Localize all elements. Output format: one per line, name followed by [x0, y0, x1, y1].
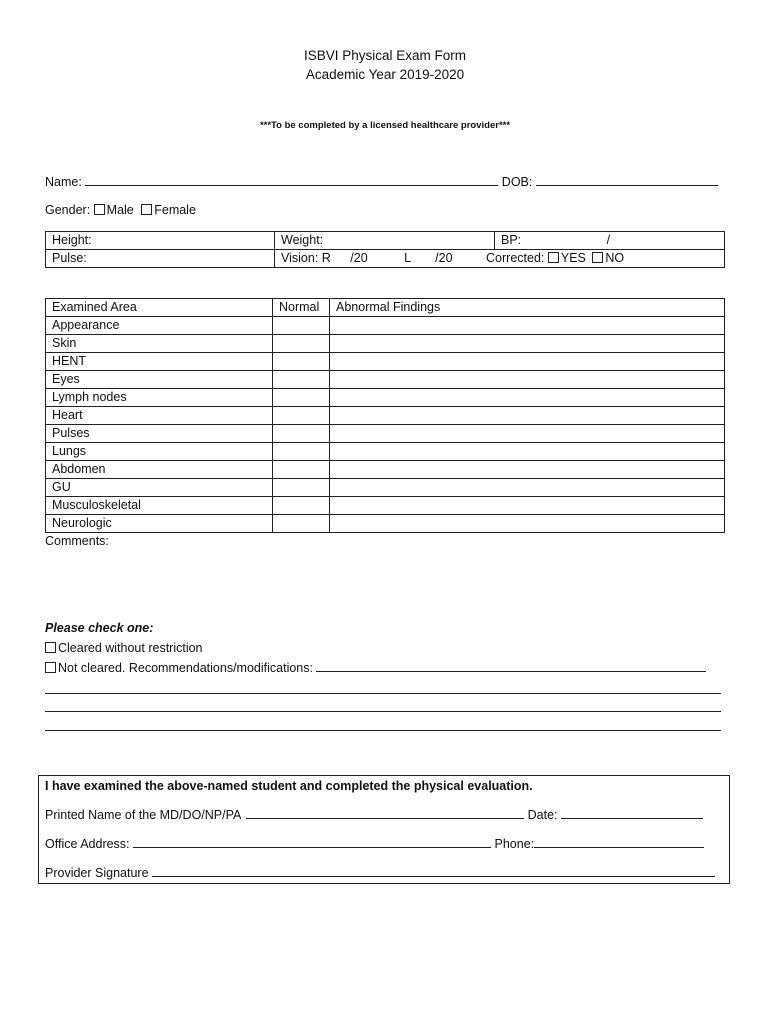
examined-area-cell: Heart: [46, 407, 273, 425]
corrected-no-label: NO: [605, 251, 625, 265]
male-label: Male: [106, 203, 134, 217]
attestation-box: [38, 775, 730, 884]
female-checkbox[interactable]: [141, 204, 152, 215]
header-normal: Normal: [273, 299, 330, 317]
form-title: ISBVI Physical Exam Form: [303, 48, 467, 63]
dob-label: DOB:: [501, 175, 533, 189]
signature-label: Provider Signature: [45, 866, 149, 880]
signature-row: [45, 865, 715, 880]
normal-cell[interactable]: [273, 425, 330, 443]
examined-area-cell: Abdomen: [46, 461, 273, 479]
examined-area-cell: Appearance: [46, 317, 273, 335]
not-cleared-option[interactable]: [45, 660, 706, 675]
name-field[interactable]: [85, 174, 498, 186]
corrected-no-checkbox[interactable]: [592, 252, 603, 263]
header-abnormal-findings: Abnormal Findings: [330, 299, 725, 317]
office-address-label: Office Address:: [45, 837, 130, 851]
examined-area-cell: Pulses: [46, 425, 273, 443]
vision-r-denominator: /20: [350, 251, 368, 265]
normal-cell[interactable]: [273, 461, 330, 479]
not-cleared-checkbox[interactable]: [45, 662, 56, 673]
table-row: [46, 425, 725, 443]
weight-label: Weight:: [281, 233, 324, 247]
not-cleared-label: Not cleared. Recommendations/modifications:: [58, 661, 313, 675]
dob-field[interactable]: [536, 174, 718, 186]
female-label: Female: [154, 203, 196, 217]
academic-year: Academic Year 2019-2020: [305, 67, 465, 82]
printed-name-label: Printed Name of the MD/DO/NP/PA: [45, 808, 241, 822]
table-row: [46, 461, 725, 479]
table-row: [46, 317, 725, 335]
vision-r-label: Vision: R: [281, 251, 331, 265]
abnormal-findings-cell[interactable]: [330, 407, 725, 425]
abnormal-findings-cell[interactable]: [330, 479, 725, 497]
recommendations-line[interactable]: [45, 693, 721, 694]
abnormal-findings-cell[interactable]: [330, 515, 725, 533]
examined-area-cell: Musculoskeletal: [46, 497, 273, 515]
bp-slash: /: [606, 233, 611, 247]
normal-cell[interactable]: [273, 515, 330, 533]
phone-label: Phone:: [494, 837, 535, 851]
vitals-table: [45, 231, 725, 268]
exam-header-row: [46, 299, 725, 317]
normal-cell[interactable]: [273, 371, 330, 389]
office-address-field[interactable]: [133, 836, 491, 848]
table-row: [46, 353, 725, 371]
pulse-cell[interactable]: [46, 250, 275, 268]
recommendations-line[interactable]: [45, 730, 721, 731]
recommendations-line[interactable]: [45, 711, 721, 712]
header-examined-area: Examined Area: [46, 299, 273, 317]
corrected-yes-label: YES: [560, 251, 586, 265]
examined-area-cell: Neurologic: [46, 515, 273, 533]
table-row: [46, 389, 725, 407]
examined-area-cell: HENT: [46, 353, 273, 371]
phone-field[interactable]: [534, 836, 704, 848]
recommendations-field[interactable]: [316, 660, 706, 672]
normal-cell[interactable]: [273, 389, 330, 407]
table-row: [46, 371, 725, 389]
weight-cell[interactable]: [275, 232, 495, 250]
abnormal-findings-cell[interactable]: [330, 443, 725, 461]
exam-table: [45, 298, 725, 533]
height-cell[interactable]: [46, 232, 275, 250]
examined-area-cell: GU: [46, 479, 273, 497]
vision-cell[interactable]: [275, 250, 725, 268]
table-row: [46, 407, 725, 425]
examined-area-cell: Lungs: [46, 443, 273, 461]
cleared-option[interactable]: [45, 641, 203, 655]
bp-cell[interactable]: [495, 232, 725, 250]
name-label: Name:: [45, 175, 82, 189]
abnormal-findings-cell[interactable]: [330, 353, 725, 371]
normal-cell[interactable]: [273, 497, 330, 515]
abnormal-findings-cell[interactable]: [330, 317, 725, 335]
normal-cell[interactable]: [273, 407, 330, 425]
height-label: Height:: [52, 233, 92, 247]
name-row: [45, 174, 718, 189]
examined-area-cell: Lymph nodes: [46, 389, 273, 407]
cleared-label: Cleared without restriction: [58, 641, 203, 655]
gender-label: Gender:: [45, 203, 91, 217]
abnormal-findings-cell[interactable]: [330, 371, 725, 389]
clearance-heading: Please check one:: [45, 621, 154, 635]
provider-note: ***To be completed by a licensed healthcare provider***: [259, 120, 511, 131]
date-label: Date:: [527, 808, 558, 822]
abnormal-findings-cell[interactable]: [330, 461, 725, 479]
abnormal-findings-cell[interactable]: [330, 335, 725, 353]
examined-area-cell: Skin: [46, 335, 273, 353]
printed-name-row: [45, 807, 703, 822]
corrected-label: Corrected:: [486, 251, 545, 265]
printed-name-field[interactable]: [246, 807, 524, 819]
abnormal-findings-cell[interactable]: [330, 389, 725, 407]
table-row: [46, 515, 725, 533]
date-field[interactable]: [561, 807, 703, 819]
normal-cell[interactable]: [273, 317, 330, 335]
table-row: [46, 443, 725, 461]
examined-area-cell: Eyes: [46, 371, 273, 389]
pulse-label: Pulse:: [52, 251, 87, 265]
table-row: [46, 497, 725, 515]
normal-cell[interactable]: [273, 335, 330, 353]
table-row: [46, 335, 725, 353]
abnormal-findings-cell[interactable]: [330, 425, 725, 443]
comments-label: Comments:: [45, 534, 109, 548]
normal-cell[interactable]: [273, 353, 330, 371]
gender-row: [45, 203, 196, 217]
normal-cell[interactable]: [273, 443, 330, 461]
office-address-row: [45, 836, 704, 851]
corrected-yes-checkbox[interactable]: [548, 252, 559, 263]
cleared-checkbox[interactable]: [45, 642, 56, 653]
signature-field[interactable]: [152, 865, 715, 877]
table-row: [46, 479, 725, 497]
male-checkbox[interactable]: [94, 204, 105, 215]
bp-label: BP:: [501, 233, 522, 247]
normal-cell[interactable]: [273, 479, 330, 497]
vision-l-denominator: /20: [435, 251, 453, 265]
abnormal-findings-cell[interactable]: [330, 497, 725, 515]
attestation-statement: I have examined the above-named student and completed the physical evaluation.: [45, 779, 533, 793]
vision-l-label: L: [404, 251, 411, 265]
